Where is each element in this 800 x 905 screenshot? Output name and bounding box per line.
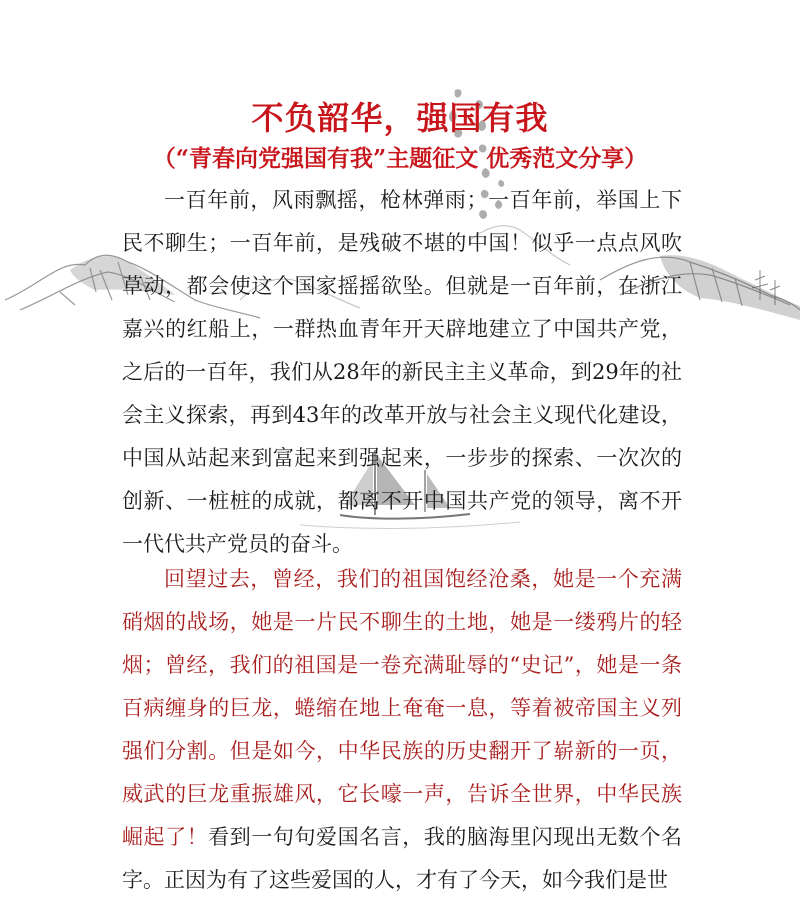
paragraph-2-black-text: 看到一句句爱国名言，我的脑海里闪现出无数个名字。正因为有了这些爱国的人，才有了今天，如今我们是世	[122, 825, 683, 892]
paragraph-2	[122, 558, 682, 902]
document-title: 不负韶华，强国有我	[251, 99, 549, 137]
document-subtitle: （“青春向党强国有我”主题征文 优秀范文分享）	[152, 145, 648, 172]
paragraph-2-red-text: 回望过去，曾经，我们的祖国饱经沧桑，她是一个充满硝烟的战场，她是一片民不聊生的土地，她是一缕鸦片的轻烟；曾经，我们的祖国是一卷充满耻辱的“史记”，她是一条百病缠身的巨龙，蜷缩在地上奄奄一息，等着被帝国主义列强们分割。但是如今，中华民族的历史翻开了崭新的一页，威武的巨龙重振雄风，它长嚎一声，告诉全世界，中华民族崛起了！	[122, 567, 682, 849]
paragraph-1: 一百年前，风雨飘摇，枪林弹雨；一百年前，举国上下民不聊生；一百年前，是残破不堪的中国！似乎一点点风吹草动，都会使这个国家摇摇欲坠。但就是一百年前，在浙江嘉兴的红船上，一群热血青年开天辟地建立了中国共产党，之后的一百年，我们从28年的新民主主义革命，到29年的社会主义探索，再到43年的改革开放与社会主义现代化建设，中国从站起来到富起来到强起来，一步步的探索、一次次的创新、一桩桩的成就，都离不开中国共产党的领导，离不开一代代共产党员的奋斗。	[122, 188, 682, 556]
